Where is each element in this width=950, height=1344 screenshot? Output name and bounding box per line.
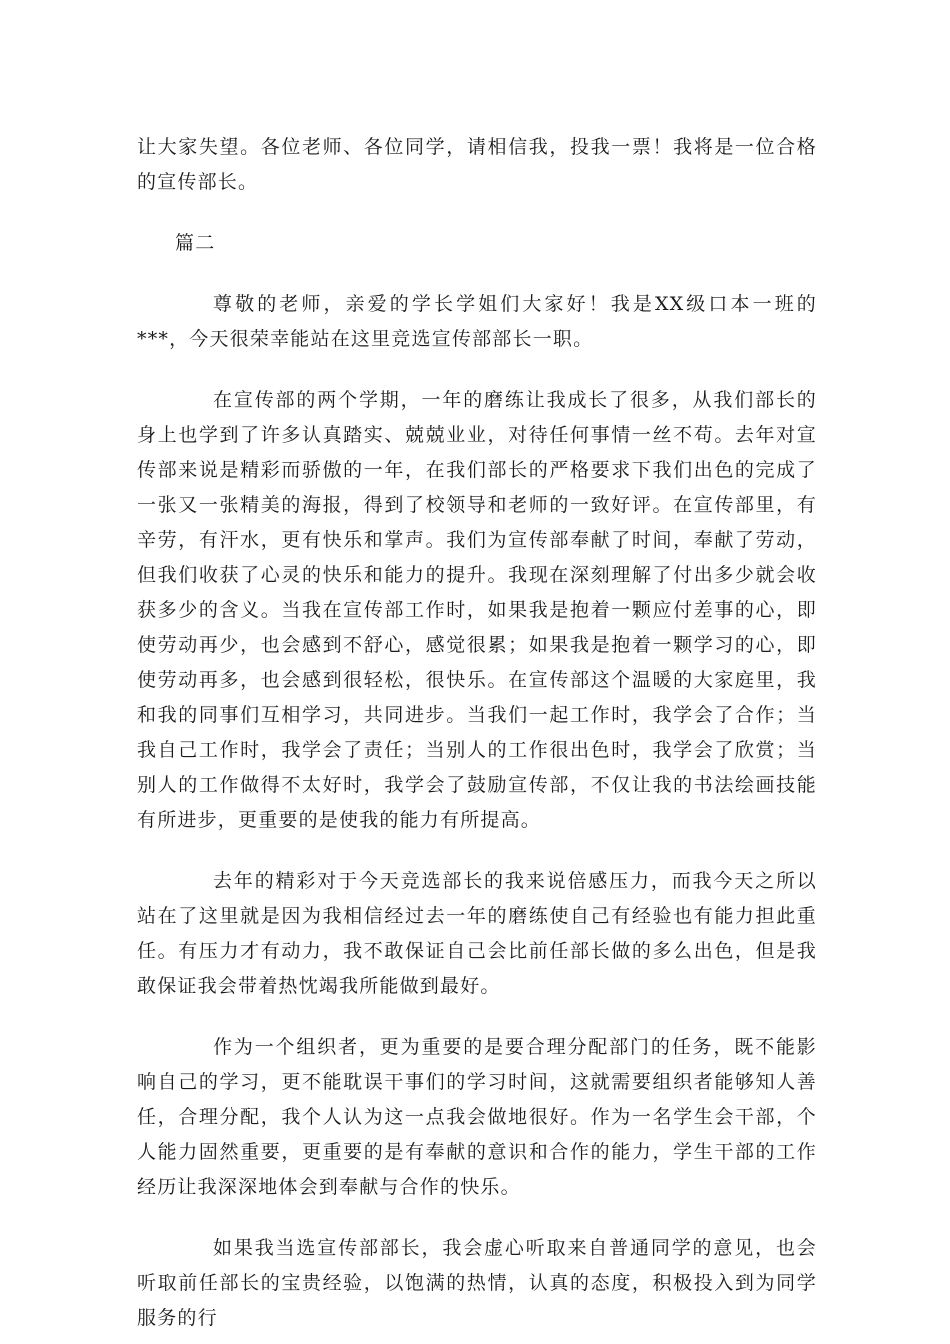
section-heading: 篇二: [175, 232, 216, 254]
paragraph-continuation: 让大家失望。各位老师、各位同学，请相信我，投我一票！我将是一位合格的宣传部长。: [137, 136, 817, 193]
document-page: [137, 130, 817, 1336]
paragraph-commitment: 如果我当选宣传部部长，我会虚心听取来自普通同学的意见，也会听取前任部长的宝贵经验，以饱满的热情，认真的态度，积极投入到为同学服务的行: [137, 1237, 817, 1329]
paragraph-greeting: 尊敬的老师，亲爱的学长学姐们大家好！我是XX级口本一班的***，今天很荣幸能站在这里竞选宣传部部长一职。: [137, 293, 817, 350]
paragraph-organizer: 作为一个组织者，更为重要的是要合理分配部门的任务，既不能影响自己的学习，更不能耽误干事们的学习时间，这就需要组织者能够知人善任，合理分配，我个人认为这一点我会做地很好。作为一名学生会干部，个人能力固然重要，更重要的是有奉献的意识和合作的能力，学生干部的工作经历让我深深地体会到奉献与合作的快乐。: [137, 1036, 817, 1198]
paragraph-pressure: 去年的精彩对于今天竞选部长的我来说倍感压力，而我今天之所以站在了这里就是因为我相信经过去一年的磨练使自己有经验也有能力担此重任。有压力才有动力，我不敢保证自己会比前任部长做的多么出色，但是我敢保证我会带着热忱竭我所能做到最好。: [137, 870, 817, 997]
paragraph-experience: 在宣传部的两个学期，一年的磨练让我成长了很多，从我们部长的身上也学到了许多认真踏实、兢兢业业，对待任何事情一丝不苟。去年对宣传部来说是精彩而骄傲的一年，在我们部长的严格要求下我们出色的完成了一张又一张精美的海报，得到了校领导和老师的一致好评。在宣传部里，有辛劳，有汗水，更有快乐和掌声。我们为宣传部奉献了时间，奉献了劳动，但我们收获了心灵的快乐和能力的提升。我现在深刻理解了付出多少就会收获多少的含义。当我在宣传部工作时，如果我是抱着一颗应付差事的心，即使劳动再少，也会感到不舒心，感觉很累；如果我是抱着一颗学习的心，即使劳动再多，也会感到很轻松，很快乐。在宣传部这个温暖的大家庭里，我和我的同事们互相学习，共同进步。当我们一起工作时，我学会了合作；当我自己工作时，我学会了责任；当别人的工作很出色时，我学会了欣赏；当别人的工作做得不太好时，我学会了鼓励宣传部，不仅让我的书法绘画技能有所进步，更重要的是使我的能力有所提高。: [137, 389, 817, 831]
